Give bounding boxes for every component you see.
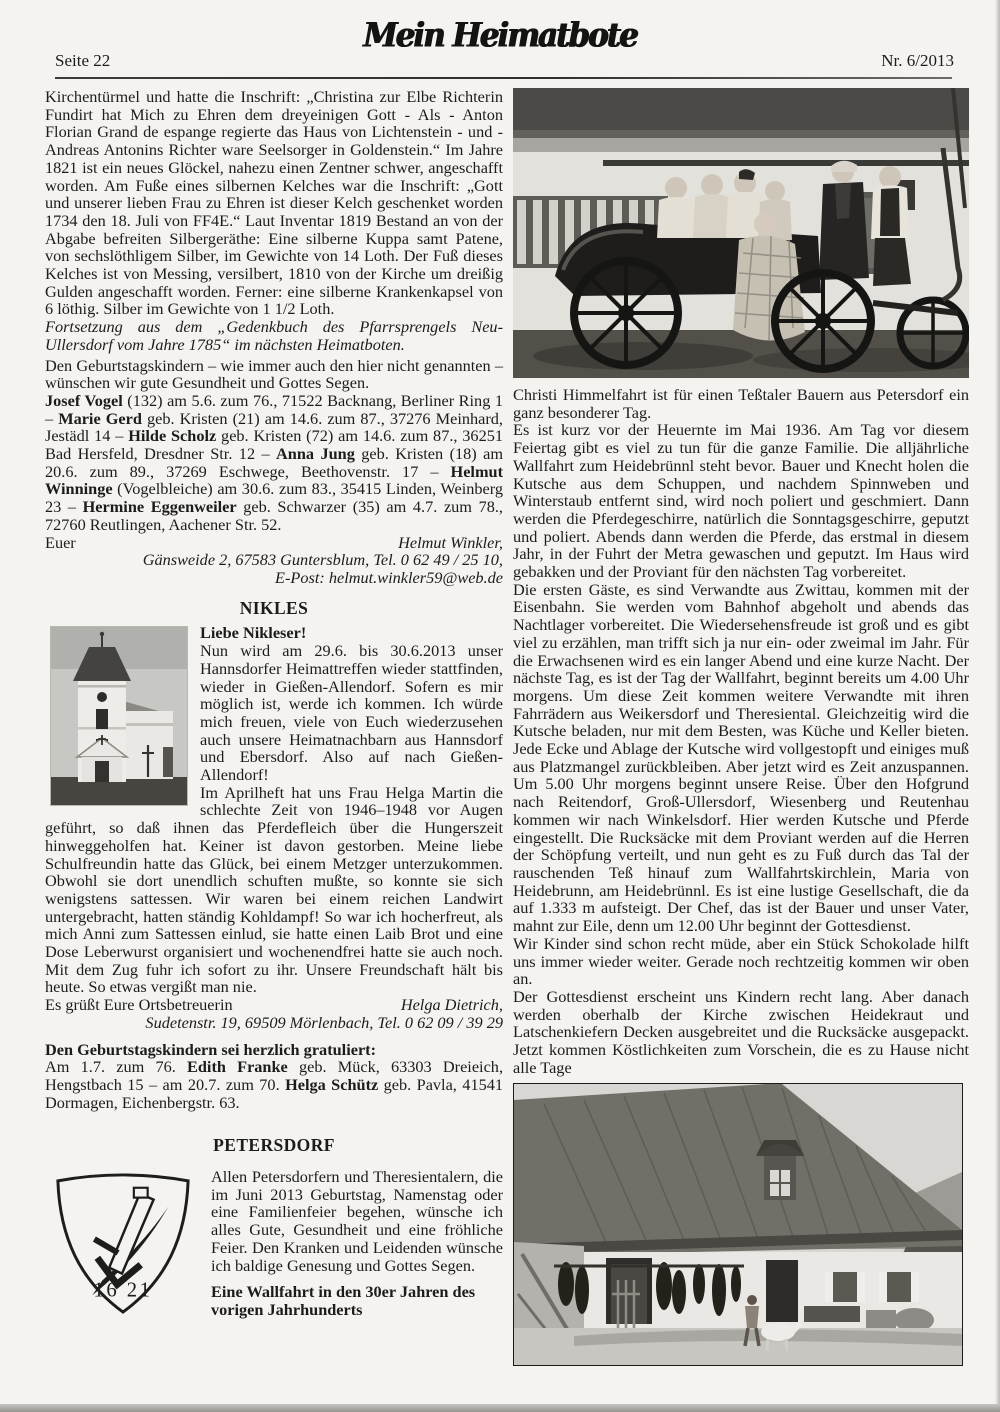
crest-shield-icon <box>49 1170 197 1320</box>
page-number: Seite 22 <box>55 51 111 70</box>
church-photo <box>51 627 187 805</box>
article-paragraph-2: Die ersten Gäste, es sind Verwandte aus Zwittau, kommen mit der Eisenbahn. Sie werden vom Bahnhof abgeholt und abends das Nachtlager vorbereitet. Die Wiedersehensfreude ist groß und es gibt viel zu erzählen, man trifft sich ja nur ein- oder zweimal im Jahr. Für die Erwachsenen wird es ein langer Abend und eine kurze Nacht. Der nächste Tag, es ist der Tag der Wallfahrt, beginnt bereits um 4.00 Uhr morgens. Um diese Zeit kommen weitere Verwandte mit ihren Fahrrädern aus Weikersdorf und Theresiental. Gleichzeitig wird die Kutsche beladen, nur mit dem Besten, was Küche und Keller bieten. Jede Ecke und Ablage der Kutsche wird vollgestopft und einiges muß aus Platzmangel zurückbleiben. Aber jetzt wird es Zeit anzuspannen. Um 5.00 Uhr morgens beginnt unsere Reise. Über den Hofgrund nach Reitendorf, Groß-Ullersdorf, Wiesenberg und Reutenhau kommen wir nach Winkelsdorf. Hier werden Kutsche und Pferde eingestellt. Die Rucksäcke mit dem Proviant werden auf die Herren der Schöpfung verteilt, und nun geht es zu Fuß durch das Tal der rauschenden Teß hinauf zum Wallfahrtskirchlein, Maria von Heidebrunn, am Heidebrünnl. Es ist eine lustige Gesellschaft, die da auf 1.333 m aufsteigt. Der Chef, das ist der Bauer und unser Vater, mahnt zur Eile, denn um 12.00 Uhr beginnt der Gottesdienst. <box>513 579 969 936</box>
article-paragraph-1: Es ist kurz vor der Heuernte im Mai 1936. Am Tag vor diesem Feiertag gibt es viel zu tun für die ganze Familie. Die alljährliche Wallfahrt zum Heidebrünnl steht bevor. Bauer und Knecht holen die Kutsche aus dem Schuppen, und nachdem Spinnweben und Winterstaub entfernt sind, wird noch poliert und geschmiert. Dann werden die Pferdegeschirre, natürlich die Sonntagsgeschirre, geputzt und poliert. Abends dann werden die Pferde, das erstmal in diesem Jahr, in der Fuhrt der Metra gewaschen und geputzt. Im Haus wird gebakken und der Proviant für den nächsten Tag vorbereitet. <box>513 420 969 582</box>
petersdorf-section <box>45 1168 503 1322</box>
farmhouse-illustration <box>514 1084 962 1365</box>
paragraph-church-inventory: Kirchentürmel und hatte die Inschrift: „Christina zur Elbe Richterin Fundirt hat Mich zu Ehren dem dreyeinigen Gott - Als - Anton Florian Grand de espange regierte das Haus von Lichtenstein - und - Andreas Antonins Richter ware Seelsorger in Goldenstein.“ Im Jahre 1821 ist ein neues Glöckel, nahezu einen Zentner schwer, angeschafft worden. Am Fuße eines silbernen Kelches war die Inschrift: „Gott und unserer lieben Frau zu Ehren ist dieser Kelch geschenket worden 1734 den 18. Juli von FF4E.“ Laut Inventar 1819 Bestand an von der Abgabe befreiten Silbergeräthe: Eine silberne Kuppa samt Patene, von sechslöthligem Silber, im Gewichte von 14 Loth. Der Fuß dieses Kelches ist von Messing, versilbert, 1810 von der Kirche um dreißig Gulden angeschafft worden. Ferner: eine silberne Krankenkapsel von 6 löthig. Silber im Gewichte von 1 1/2 Loth. <box>45 87 503 319</box>
right-column <box>513 88 969 1366</box>
article-lead: Christi Himmelfahrt ist für einen Teßtaler Bauern aus Petersdorf ein ganz besonderer Tag. <box>513 385 969 422</box>
nikles-salutation: Liebe Nikleser! <box>200 623 307 643</box>
nikles-section <box>45 624 503 996</box>
section-heading-nikles: NIKLES <box>239 597 309 618</box>
scan-edge-bottom <box>0 1404 1000 1412</box>
article-paragraph-3: Wir Kinder sind schon recht müde, aber ein Stück Schokolade hilft uns immer wieder weiter. Gerade noch rechtzeitig kommen wir oben an. <box>513 933 969 989</box>
signer-address: Gänsweide 2, 67583 Guntersblum, Tel. 0 62 49 / 25 10, <box>142 550 503 570</box>
farmhouse-photo <box>513 1083 963 1366</box>
signer-name: Helmut Winkler, <box>398 532 503 552</box>
masthead-title: Mein Heimatbote <box>363 16 637 56</box>
signature-row <box>45 996 503 1014</box>
article-title: Eine Wallfahrt in den 30er Jahren des vorigen Jahrhunderts <box>211 1282 476 1319</box>
petersdorf-greeting: Allen Petersdorfern und Theresientalern, die im Juni 2013 Geburtstag, Namenstag oder eine Familienfeier begehen, wünsche ich alles Gute, Gesundheit und eine fröhliche Feier. Den Kranken und Leidenden wünsche ich baldige Genesung und Gottes Segen. <box>211 1167 503 1275</box>
carriage-illustration <box>513 88 969 378</box>
left-column <box>45 88 503 1322</box>
signer-address: Sudetenstr. 19, 69509 Mörlenbach, Tel. 0 62 09 / 39 29 <box>145 1012 503 1032</box>
signer-email: E-Post: helmut.winkler59@web.de <box>275 567 503 587</box>
signer-name: Helga Dietrich, <box>400 995 503 1015</box>
nikles-paragraph-2: Im Aprilheft hat uns Frau Helga Martin die schlechte Zeit von 1946–1948 vor Augen geführt, so daß ihnen das Pferdefleich über die Hungerszeit hinweggeholfen hat. Keiner ist davon gestorben. Meine liebe Schulfreundin hatte das Glück, bei einem Metzger unterzukommen. Obwohl sie dort unendlich schuften mußte, so konnte sie sich wenigstens sattessen. Wir waren bei einem reichen Landwirt untergebracht, hatten ständig Kohldampf! So war ich hocherfreut, als mich Anni zum Sattessen einlud, sie hatte einen Laib Brot und eine Dose Leberwurst organisiert und wochenendfrei hatte sie auch noch. Mit dem Zug fuhr ich sofort zu ihr. Unsere Freundschaft hält bis heute. So etwas vergißt man nie. <box>45 782 503 997</box>
article-paragraph-4: Der Gottesdienst erscheint uns Kindern recht lang. Aber danach werden oberhalb der Kirche zwischen Heidekraut und Latschenkiefern Decken ausgebreitet und die Rucksäcke ausgepackt. Jetzt kommen Köstlichkeiten zum Vorschein, die es zu Hause nicht alle Tage <box>513 986 969 1077</box>
issue-number: Nr. 6/2013 <box>881 51 954 70</box>
crest-year: 16 21 <box>93 1279 153 1302</box>
signature-label: Es grüßt Eure Ortsbetreuerin <box>45 995 233 1015</box>
continuation-note: Fortsetzung aus dem „Gedenkbuch des Pfarrsprengels Neu-Ullersdorf vom Jahre 1785“ im nächsten Heimatboten. <box>45 317 503 354</box>
scan-edge-right <box>995 0 1000 1412</box>
gratulation-block <box>45 1041 503 1112</box>
signature-label: Euer <box>45 532 76 552</box>
birthday-list: Josef Vogel (132) am 5.6. zum 76., 71522 Backnang, Berliner Ring 1 – Marie Gerd geb. Kristen (21) am 14.6. zum 87., 37276 Meinhard, Jestädl 14 – Hilde Scholz geb. Kristen (72) am 14.6. zum 87., 36251 Bad Hersfeld, Dresdner Str. 12 – Anna Jung geb. Kristen (18) am 20.6. zum 89., 37269 Eschwege, Beethovenstr. 17 – Helmut Winninge (Vogelbleiche) am 30.6. zum 83., 35415 Linden, Weinberg 23 – Hermine Eggenweiler geb. Schwarzer (35) am 4.7. zum 78., 72760 Reutlingen, Aachener Str. 52. <box>45 390 503 534</box>
birthday-intro: Den Geburtstagskindern – wie immer auch den hier nicht genannten – wünschen wir gute Gesundheit und Gottes Segen. <box>45 355 503 393</box>
section-heading-petersdorf: PETERSDORF <box>213 1135 335 1156</box>
gratulation-heading: Den Geburtstagskindern sei herzlich gratuliert: <box>45 1039 377 1059</box>
nikles-paragraph-1: Nun wird am 29.6. bis 30.6.2013 unser Hannsdorfer Heimattreffen wieder stattfinden, wieder in Gießen-Allendorf. Sofern es mir möglich ist, werde ich kommen. Ich würde mich freuen, viele von Euch wiederzusehen auch unsere Heimatnachbarn aus Hannsdorf und Ebersdorf. Also auf nach Gießen-Allendorf! <box>200 641 503 785</box>
signature-row <box>45 534 503 552</box>
petersdorf-crest <box>49 1170 197 1320</box>
carriage-photo <box>513 88 969 378</box>
header-rule <box>55 77 952 79</box>
gratulation-list: Am 1.7. zum 76. Edith Franke geb. Mück, 63303 Dreieich, Hengstbach 15 – am 20.7. zum 70. Helga Schütz geb. Pavla, 41541 Dormagen, Eichenbergstr. 63. <box>45 1057 504 1112</box>
church-illustration <box>51 627 187 805</box>
